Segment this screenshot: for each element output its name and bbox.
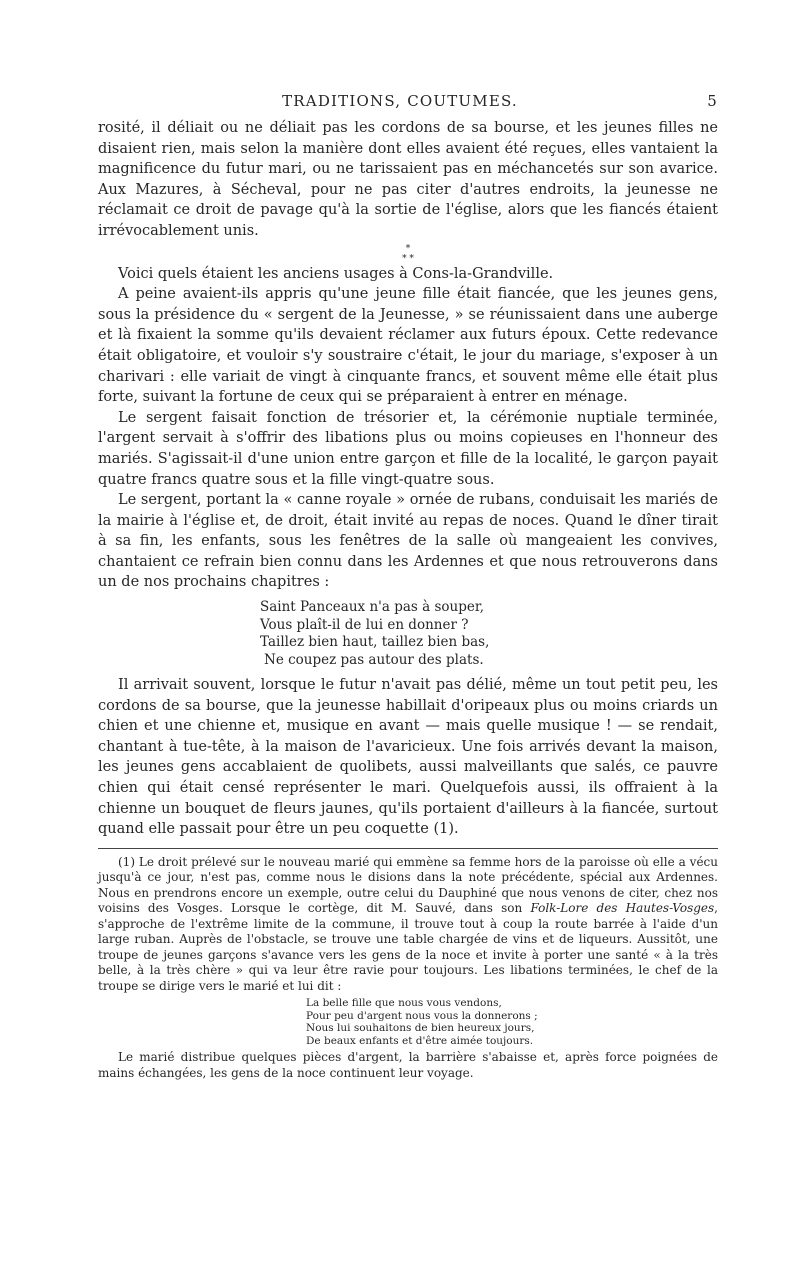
footnote <box>98 855 718 1082</box>
footnote-text-a: (1) Le droit prélevé sur le nouveau marié qui emmène sa femme hors de la paroisse où elle a vécu jusqu'à ce jour, n'est pas, comme nous le disions dans la note précédente, spécial aux Ardennes. Nous en prendrons encore un exemple, outre celui du Dauphiné que nous venons de citer, chez nos voisins des Vosges. Lorsque le cortège, dit M. Sauvé, dans son <box>98 854 718 916</box>
paragraph-3: A peine avaient-ils appris qu'une jeune fille était fiancée, que les jeunes gens, sous la présidence du « sergent de la Jeunesse, » se réunissaient dans une auberge et là fixaient la somme qu'ils devaient réclamer aux futurs époux. Cette redevance était obligatoire, et vouloir s'y soustraire c'était, le jour du mariage, s'exposer à un charivari : elle variait de vingt à cinquante francs, et souvent même elle était plus forte, suivant la fortune de ceux qui se préparaient à entrer en ménage. <box>98 286 718 406</box>
verse-line: Ne coupez pas autour des plats. <box>264 651 484 668</box>
main-text <box>98 118 718 1081</box>
verse-line: Vous plaît-il de lui en donner ? <box>260 616 469 633</box>
separator-star-top: * <box>405 243 411 254</box>
running-header <box>0 92 800 116</box>
footnote-verse-line: Nous lui souhaitons de bien heureux jours, <box>306 1022 535 1035</box>
footnote-book-title: Folk-Lore des Hautes-Vosges <box>530 901 715 916</box>
page-number: 5 <box>707 92 718 110</box>
footnote-verse-line: De beaux enfants et d'être aimée toujours. <box>306 1034 534 1047</box>
paragraph-4: Le sergent faisait fonction de trésorier et, la cérémonie nuptiale terminée, l'argent servait à s'offrir des libations plus ou moins copieuses en l'honneur des mariés. S'agissait-il d'une union entre garçon et fille de la localité, le garçon payait quatre francs quatre sous et la fille vingt-quatre sous. <box>98 409 718 488</box>
verse-line: Taillez bien haut, taillez bien bas, <box>260 634 490 651</box>
paragraph-1: rosité, il déliait ou ne déliait pas les cordons de sa bourse, et les jeunes filles ne disaient rien, mais selon la manière dont elles avaient été reçues, elles vantaient la magnificence du futur mari, ou ne tarissaient pas en méchancetés sur son avarice. Aux Mazures, à Sécheval, pour ne pas citer d'autres endroits, la jeunesse ne réclamait ce droit de pavage qu'à la sortie de l'église, alors que les fiancés étaient irrévocablement unis. <box>98 120 718 239</box>
footnote-paragraph-2: Le marié distribue quelques pièces d'argent, la barrière s'abaisse et, après force poignées de mains échangées, les gens de la noce continuent leur voyage. <box>98 1050 718 1080</box>
footnote-paragraph-1 <box>98 855 718 995</box>
footnote-text-b: , s'approche de l'extrême limite de la commune, il trouve tout à coup la route barrée à l'aide d'un large ruban. Auprès de l'obstacle, se trouve une table chargée de vins et de liqueurs. Aussitôt, une troupe de jeunes garçons s'avance vers les gens de la noce et invite à porter une santé « à la très belle, à la très chère » qui va leur être ravie pour toujours. Les libations terminées, le chef de la troupe se dirige vers le marié et lui dit : <box>98 901 718 993</box>
paragraph-6: Il arrivait souvent, lorsque le futur n'avait pas délié, même un tout petit peu, les cordons de sa bourse, que la jeunesse habillait d'oripeaux plus ou moins criards un chien et une chienne et, musique en avant — mais quelle musique ! — se rendait, chantant à tue-tête, à la maison de l'avaricieux. Une fois arrivés devant la maison, les jeunes gens accablaient de quolibets, aussi malveillants que salés, ce pauvre chien qui était censé représenter le mari. Quelquefois aussi, ils offraient à la chienne un bouquet de fleurs jaunes, qu'ils portaient d'ailleurs à la fiancée, surtout quand elle passait pour être un peu coquette (1). <box>98 677 718 838</box>
paragraph-2: Voici quels étaient les anciens usages à Cons-la-Grandville. <box>118 265 554 282</box>
separator-stars-bottom: * * <box>402 253 414 264</box>
footnote-verse-line: Pour peu d'argent nous vous la donnerons ; <box>306 1009 538 1022</box>
running-title: TRADITIONS, COUTUMES. <box>282 92 518 110</box>
section-separator <box>98 244 718 264</box>
footnote-verse <box>306 997 718 1047</box>
refrain-verse <box>260 599 718 669</box>
footnote-divider <box>98 848 718 849</box>
footnote-verse-line: La belle fille que nous vous vendons, <box>306 997 502 1010</box>
paragraph-5: Le sergent, portant la « canne royale » ornée de rubans, conduisait les mariés de la mairie à l'église et, de droit, était invité au repas de noces. Quand le dîner tirait à sa fin, les enfants, sous les fenêtres de la salle où mangeaient les convives, chantaient ce refrain bien connu dans les Ardennes et que nous retrouverons dans un de nos prochains chapitres : <box>98 492 718 591</box>
verse-line: Saint Panceaux n'a pas à souper, <box>260 599 485 616</box>
